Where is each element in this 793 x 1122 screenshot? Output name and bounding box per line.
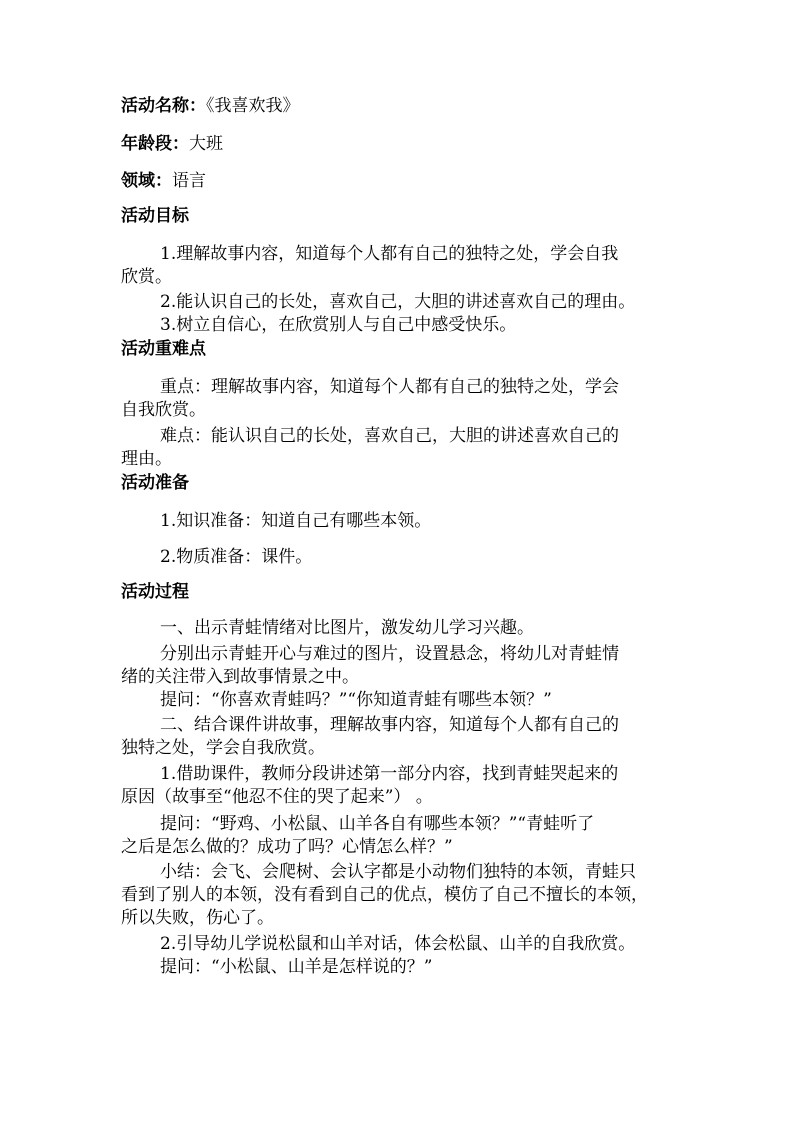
process-p6-line-2: 之后是怎么做的？成功了吗？心情怎么样？” — [121, 837, 453, 857]
process-p3: 提问：“你喜欢青蛙吗？”“你知道青蛙有哪些本领？” — [160, 690, 552, 710]
process-p5-line-2: 原因（故事至“他忍不住的哭了起来”） 。 — [121, 787, 433, 807]
process-p2-line-2: 绪的关注带入到故事情景之中。 — [121, 667, 359, 687]
goal-2: 2.能认识自己的长处，喜欢自己，大胆的讲述喜欢自己的理由。 — [160, 292, 636, 312]
age-group-value: 大班 — [189, 134, 223, 154]
process-p6-line-1: 提问：“野鸡、小松鼠、山羊各自有哪些本领？”“青蛙听了 — [160, 814, 595, 834]
activity-name-line — [121, 95, 300, 117]
process-p1: 一、出示青蛙情绪对比图片，激发幼儿学习兴趣。 — [160, 618, 534, 638]
goal-1-line-2: 欣赏。 — [121, 267, 172, 287]
process-p4-line-2: 独特之处，学会自我欣赏。 — [121, 738, 325, 758]
activity-name-value: 《我喜欢我》 — [206, 96, 300, 116]
preparation-item-2: 2.物质准备：课件。 — [160, 547, 313, 567]
age-group-line — [121, 133, 223, 155]
process-p7-line-1: 小结：会飞、会爬树、会认字都是小动物们独特的本领，青蛙只 — [160, 862, 636, 882]
preparation-heading: 活动准备 — [121, 473, 189, 493]
goals-heading: 活动目标 — [121, 206, 189, 226]
difficulty-line-2: 理由。 — [121, 449, 172, 469]
process-p8: 2.引导幼儿学说松鼠和山羊对话，体会松鼠、山羊的自我欣赏。 — [160, 934, 636, 954]
domain-label: 领域： — [121, 171, 172, 191]
process-p7-line-2: 看到了别人的本领，没有看到自己的优点，模仿了自己不擅长的本领， — [121, 885, 648, 905]
process-p7-line-3: 所以失败，伤心了。 — [121, 908, 274, 928]
activity-name-label: 活动名称： — [121, 96, 206, 116]
difficulty-line-1: 难点：能认识自己的长处，喜欢自己，大胆的讲述喜欢自己的 — [160, 426, 619, 446]
preparation-item-1: 1.知识准备：知道自己有哪些本领。 — [160, 511, 432, 531]
process-p4-line-1: 二、结合课件讲故事，理解故事内容，知道每个人都有自己的 — [160, 715, 619, 735]
focus-line-1: 重点：理解故事内容，知道每个人都有自己的独特之处，学会 — [160, 377, 619, 397]
focus-line-2: 自我欣赏。 — [121, 400, 206, 420]
age-group-label: 年龄段： — [121, 134, 189, 154]
process-heading: 活动过程 — [121, 582, 189, 602]
process-p2-line-1: 分别出示青蛙开心与难过的图片，设置悬念，将幼儿对青蛙情 — [160, 644, 619, 664]
goal-3: 3.树立自信心，在欣赏别人与自己中感受快乐。 — [160, 315, 517, 335]
key-points-heading: 活动重难点 — [121, 339, 206, 359]
domain-line — [121, 170, 206, 192]
process-p9: 提问：“小松鼠、山羊是怎样说的？” — [160, 957, 433, 977]
process-p5-line-1: 1.借助课件，教师分段讲述第一部分内容，找到青蛙哭起来的 — [160, 764, 619, 784]
domain-value: 语言 — [172, 171, 206, 191]
goal-1-line-1: 1.理解故事内容，知道每个人都有自己的独特之处，学会自我 — [160, 244, 619, 264]
